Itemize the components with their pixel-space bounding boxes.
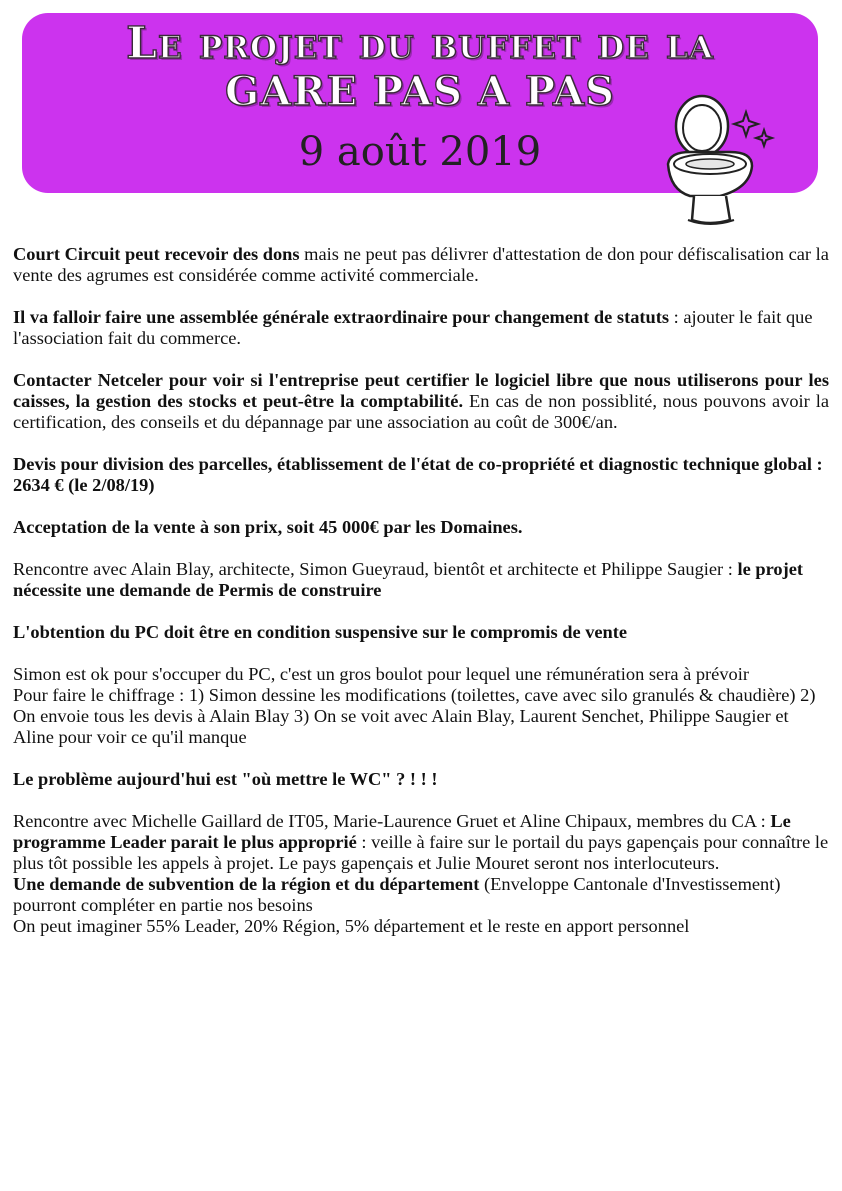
paragraph-meeting-architects: Rencontre avec Alain Blay, architecte, Simon Gueyraud, bientôt et architecte et Philippe Saugier : le projet nécessite une demande de Permis de construire — [13, 559, 804, 600]
document-body — [13, 244, 829, 937]
title-line-1: Le projet du buffet de la — [126, 18, 714, 69]
paragraph-wc-problem: Le problème aujourd'hui est "où mettre le WC" ? ! ! ! — [13, 769, 438, 789]
paragraph-subsidy: Une demande de subvention de la région et du département (Enveloppe Cantonale d'Investissement) pourront compléter en partie nos besoins — [13, 874, 781, 915]
paragraph-netceler: Contacter Netceler pour voir si l'entreprise peut certifier le logiciel libre que nous utiliserons pour les caisses, la gestion des stocks et peut-être la comptabilité. En cas de non possiblité, nous pouvons avoir la certification, des conseils et du dépannage par une association au coût de 300€/an. — [13, 370, 830, 432]
paragraph-donations: Court Circuit peut recevoir des dons mais ne peut pas délivrer d'attestation de don pour défiscalisation car la vente des agrumes est considérée comme activité commerciale. — [13, 244, 829, 285]
paragraph-permit-condition: L'obtention du PC doit être en condition suspensive sur le compromis de vente — [13, 622, 628, 642]
paragraph-leader: Rencontre avec Michelle Gaillard de IT05, Marie-Laurence Gruet et Aline Chipaux, membres du CA : Le programme Leader parait le plus approprié : veille à faire sur le portail du pays gapençais pour connaître le plus tôt possible les appels à projet. Le pays gapençais et Julie Mouret seront nos interlocuteurs. — [13, 811, 829, 873]
paragraph-sale: Acceptation de la vente à son prix, soit 45 000€ par les Domaines. — [13, 517, 523, 537]
costing-line: Pour faire le chiffrage : 1) Simon dessine les modifications (toilettes, cave avec silo granulés & chaudière) 2) On envoie tous les devis à Alain Blay 3) On se voit avec Alain Blay, Laurent Senchet, Philippe Saugier et Aline pour voir ce qu'il manque — [13, 685, 816, 747]
paragraph-simon — [13, 664, 829, 748]
paragraph-quote: Devis pour division des parcelles, établissement de l'état de co-propriété et diagnostic technique global : 2634 € (le 2/08/19) — [13, 454, 823, 495]
title-line-2: GARE PAS A PAS — [225, 68, 615, 115]
paragraph-assembly: Il va falloir faire une assemblée générale extraordinaire pour changement de statuts : ajouter le fait que l'association fait du commerce. — [13, 307, 813, 348]
page-date: 9 août 2019 — [298, 129, 542, 175]
simon-line: Simon est ok pour s'occuper du PC, c'est un gros boulot pour lequel une rémunération sera à prévoir — [13, 664, 749, 684]
paragraph-funding-split: On peut imaginer 55% Leader, 20% Région, 5% département et le reste en apport personnel — [13, 916, 690, 936]
toilet-icon — [660, 92, 780, 232]
